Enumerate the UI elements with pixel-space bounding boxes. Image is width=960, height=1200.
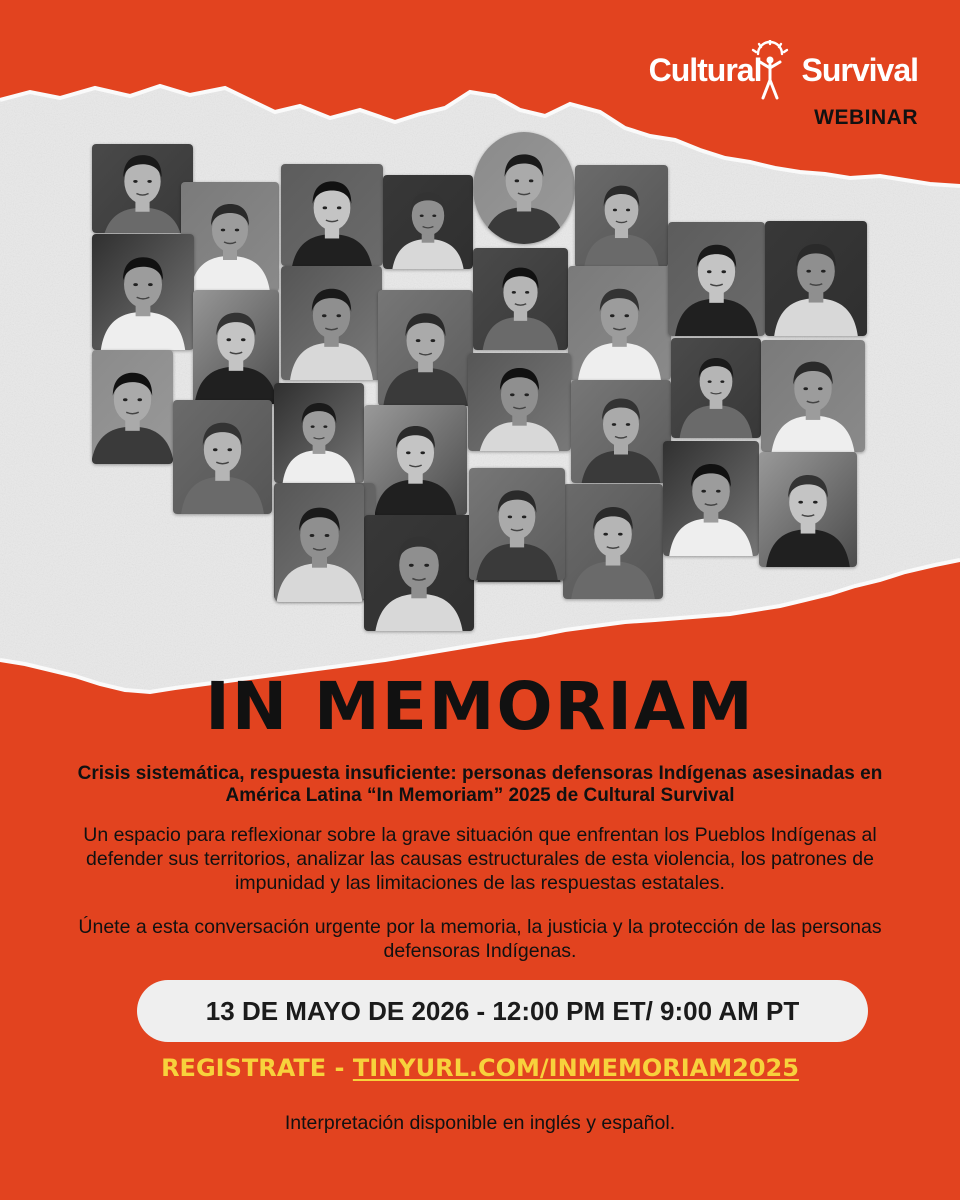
portrait-photo [663, 441, 759, 556]
portrait-photo [193, 290, 279, 404]
portrait-photo [473, 132, 575, 244]
cultural-survival-logo [618, 38, 918, 138]
portrait-photo [281, 164, 383, 266]
description-paragraph-1: Un espacio para reflexionar sobre la grave situación que enfrentan los Pueblos Indígenas al defender sus territorios, analizar las causas estructurales de esta violencia, los patrones de impunidad y las limitaciones de las respuestas estatales. [83, 824, 877, 894]
interpretation-note: Interpretación disponible en inglés y español. [284, 1112, 676, 1134]
description-paragraph-2: Únete a esta conversación urgente por la memoria, la justicia y la protección de las personas defensoras Indígenas. [78, 916, 882, 962]
portrait-photo [671, 338, 761, 438]
portrait-photo [275, 484, 364, 602]
portrait-photo [383, 175, 473, 269]
portrait-photo [765, 221, 867, 336]
registration-label: REGISTRATE - [161, 1054, 353, 1082]
portrait-photo [469, 468, 565, 580]
portrait-photo [571, 380, 671, 483]
portrait-photo [364, 515, 474, 631]
registration-line [0, 1054, 960, 1082]
portrait-photo [468, 353, 571, 451]
portrait-photo [563, 484, 663, 599]
sun-figure-icon [750, 40, 790, 102]
portrait-photo [92, 144, 193, 233]
portrait-photo [568, 266, 671, 380]
portrait-photo [274, 383, 364, 483]
logo-subtitle: WEBINAR [814, 106, 918, 129]
portrait-photo [92, 234, 194, 350]
portrait-photo [173, 400, 272, 514]
portrait-photo [575, 165, 668, 268]
portrait-photo [761, 340, 865, 452]
page-title: IN MEMORIAM [205, 668, 755, 745]
portrait-photo [378, 290, 473, 406]
portrait-photo [759, 452, 857, 567]
logo-name-left: Cultural [648, 52, 762, 88]
event-date: 13 DE MAYO DE 2026 - 12:00 PM ET/ 9:00 AM PT [205, 995, 800, 1026]
event-date-pill [137, 980, 868, 1042]
event-subtitle: Crisis sistemática, respuesta insuficiente: personas defensoras Indígenas asesinadas en América Latina “In Memoriam” 2025 de Cultural Survival [77, 763, 883, 806]
portrait-photo [92, 350, 173, 464]
portrait-photo [668, 222, 765, 336]
portrait-photo [473, 248, 568, 350]
portrait-photo [364, 405, 467, 515]
registration-link[interactable]: TINYURL.COM/INMEMORIAM2025 [352, 1054, 799, 1082]
portrait-photo [181, 182, 279, 292]
logo-name-right: Survival [801, 52, 918, 88]
portrait-photo [281, 266, 382, 380]
